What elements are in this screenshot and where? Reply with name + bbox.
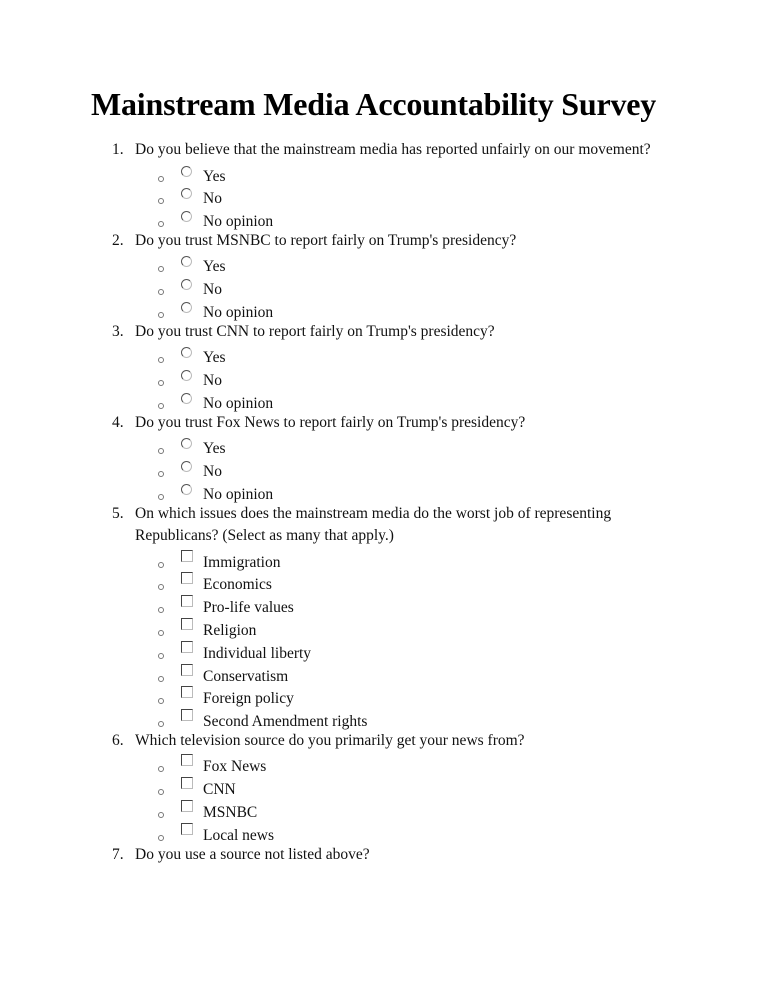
radio-button[interactable] (181, 302, 192, 313)
bullet-icon (158, 607, 164, 613)
option-item[interactable] (0, 435, 768, 458)
checkbox[interactable] (181, 550, 193, 562)
question-number: 6. (112, 731, 124, 749)
option-label: No (203, 462, 222, 480)
radio-button[interactable] (181, 484, 192, 495)
option-item[interactable] (0, 640, 768, 663)
checkbox[interactable] (181, 709, 193, 721)
option-item[interactable] (0, 571, 768, 594)
bullet-icon (158, 221, 164, 227)
option-item[interactable] (0, 776, 768, 799)
option-item[interactable] (0, 799, 768, 822)
option-item[interactable] (0, 822, 768, 845)
option-label: Immigration (203, 553, 281, 571)
checkbox[interactable] (181, 823, 193, 835)
question-number: 7. (112, 845, 124, 863)
checkbox[interactable] (181, 686, 193, 698)
option-item[interactable] (0, 708, 768, 731)
question-text: Which television source do you primarily get your news from? (135, 731, 525, 749)
checkbox[interactable] (181, 618, 193, 630)
radio-button[interactable] (181, 393, 192, 404)
question-number: 3. (112, 322, 124, 340)
option-label: Economics (203, 576, 272, 594)
option-item[interactable] (0, 549, 768, 572)
option-label: Conservatism (203, 667, 289, 685)
bullet-icon (158, 812, 164, 818)
question-list (0, 140, 768, 867)
bullet-icon (158, 789, 164, 795)
question-text: Do you trust MSNBC to report fairly on Trump's presidency? (135, 231, 517, 249)
option-label: No (203, 372, 222, 390)
question-text: On which issues does the mainstream media do the worst job of representing (135, 504, 612, 522)
bullet-icon (158, 562, 164, 568)
question-text: Do you believe that the mainstream media has reported unfairly on our movement? (135, 141, 651, 158)
bullet-icon (158, 653, 164, 659)
option-label: CNN (203, 781, 236, 799)
question-number: 1. (112, 141, 124, 158)
checkbox[interactable] (181, 664, 193, 676)
option-label: No opinion (203, 213, 274, 231)
bullet-icon (158, 448, 164, 454)
option-label: Yes (203, 440, 226, 458)
bullet-icon (158, 584, 164, 590)
bullet-icon (158, 630, 164, 636)
bullet-icon (158, 266, 164, 272)
radio-button[interactable] (181, 461, 192, 472)
option-label: No opinion (203, 303, 274, 321)
checkbox[interactable] (181, 777, 193, 789)
option-item[interactable] (0, 253, 768, 276)
question-1 (0, 140, 768, 231)
option-label: Religion (203, 621, 257, 639)
page-title: Mainstream Media Accountability Survey (91, 86, 657, 122)
bullet-icon (158, 471, 164, 477)
radio-button[interactable] (181, 166, 192, 177)
bullet-icon (158, 176, 164, 182)
bullet-icon (158, 721, 164, 727)
radio-button[interactable] (181, 279, 192, 290)
bullet-icon (158, 494, 164, 500)
checkbox[interactable] (181, 572, 193, 584)
option-item[interactable] (0, 276, 768, 299)
option-item[interactable] (0, 617, 768, 640)
option-label: Pro-life values (203, 599, 294, 617)
option-item[interactable] (0, 163, 768, 186)
option-label: No (203, 190, 222, 208)
option-label: Fox News (203, 758, 267, 776)
option-item[interactable] (0, 481, 768, 504)
option-item[interactable] (0, 344, 768, 367)
question-3 (0, 322, 768, 413)
bullet-icon (158, 676, 164, 682)
option-label: Yes (203, 258, 226, 276)
checkbox[interactable] (181, 595, 193, 607)
option-item[interactable] (0, 663, 768, 686)
question-number: 5. (112, 504, 124, 522)
bullet-icon (158, 198, 164, 204)
radio-button[interactable] (181, 211, 192, 222)
checkbox[interactable] (181, 754, 193, 766)
option-label: MSNBC (203, 804, 258, 822)
option-label: Second Amendment rights (203, 713, 368, 731)
radio-button[interactable] (181, 438, 192, 449)
bullet-icon (158, 312, 164, 318)
checkbox[interactable] (181, 800, 193, 812)
option-label: No opinion (203, 394, 274, 412)
question-text: Do you trust CNN to report fairly on Trump's presidency? (135, 322, 495, 340)
question-text: Do you trust Fox News to report fairly on Trump's presidency? (135, 413, 526, 431)
radio-button[interactable] (181, 370, 192, 381)
bullet-icon (158, 380, 164, 386)
option-label: Yes (203, 349, 226, 367)
question-text-continued: Republicans? (Select as many that apply.) (135, 527, 394, 545)
option-item[interactable] (0, 390, 768, 413)
option-label: Local news (203, 826, 275, 844)
option-label: Yes (203, 167, 226, 185)
option-item[interactable] (0, 685, 768, 708)
checkbox[interactable] (181, 641, 193, 653)
option-item[interactable] (0, 185, 768, 208)
bullet-icon (158, 835, 164, 841)
question-number: 4. (112, 413, 124, 431)
question-5 (0, 504, 768, 731)
option-label: No (203, 281, 222, 299)
question-2 (0, 231, 768, 322)
radio-button[interactable] (181, 256, 192, 267)
option-item[interactable] (0, 367, 768, 390)
question-6 (0, 731, 768, 845)
bullet-icon (158, 766, 164, 772)
option-item[interactable] (0, 594, 768, 617)
question-7 (0, 845, 768, 868)
radio-button[interactable] (181, 188, 192, 199)
question-number: 2. (112, 231, 124, 249)
option-label: No opinion (203, 485, 274, 503)
option-item[interactable] (0, 208, 768, 231)
option-item[interactable] (0, 458, 768, 481)
option-item[interactable] (0, 753, 768, 776)
question-4 (0, 413, 768, 504)
bullet-icon (158, 698, 164, 704)
radio-button[interactable] (181, 347, 192, 358)
option-item[interactable] (0, 299, 768, 322)
option-label: Individual liberty (203, 644, 312, 662)
question-text: Do you use a source not listed above? (135, 845, 370, 863)
bullet-icon (158, 357, 164, 363)
bullet-icon (158, 289, 164, 295)
bullet-icon (158, 403, 164, 409)
option-label: Foreign policy (203, 690, 294, 708)
